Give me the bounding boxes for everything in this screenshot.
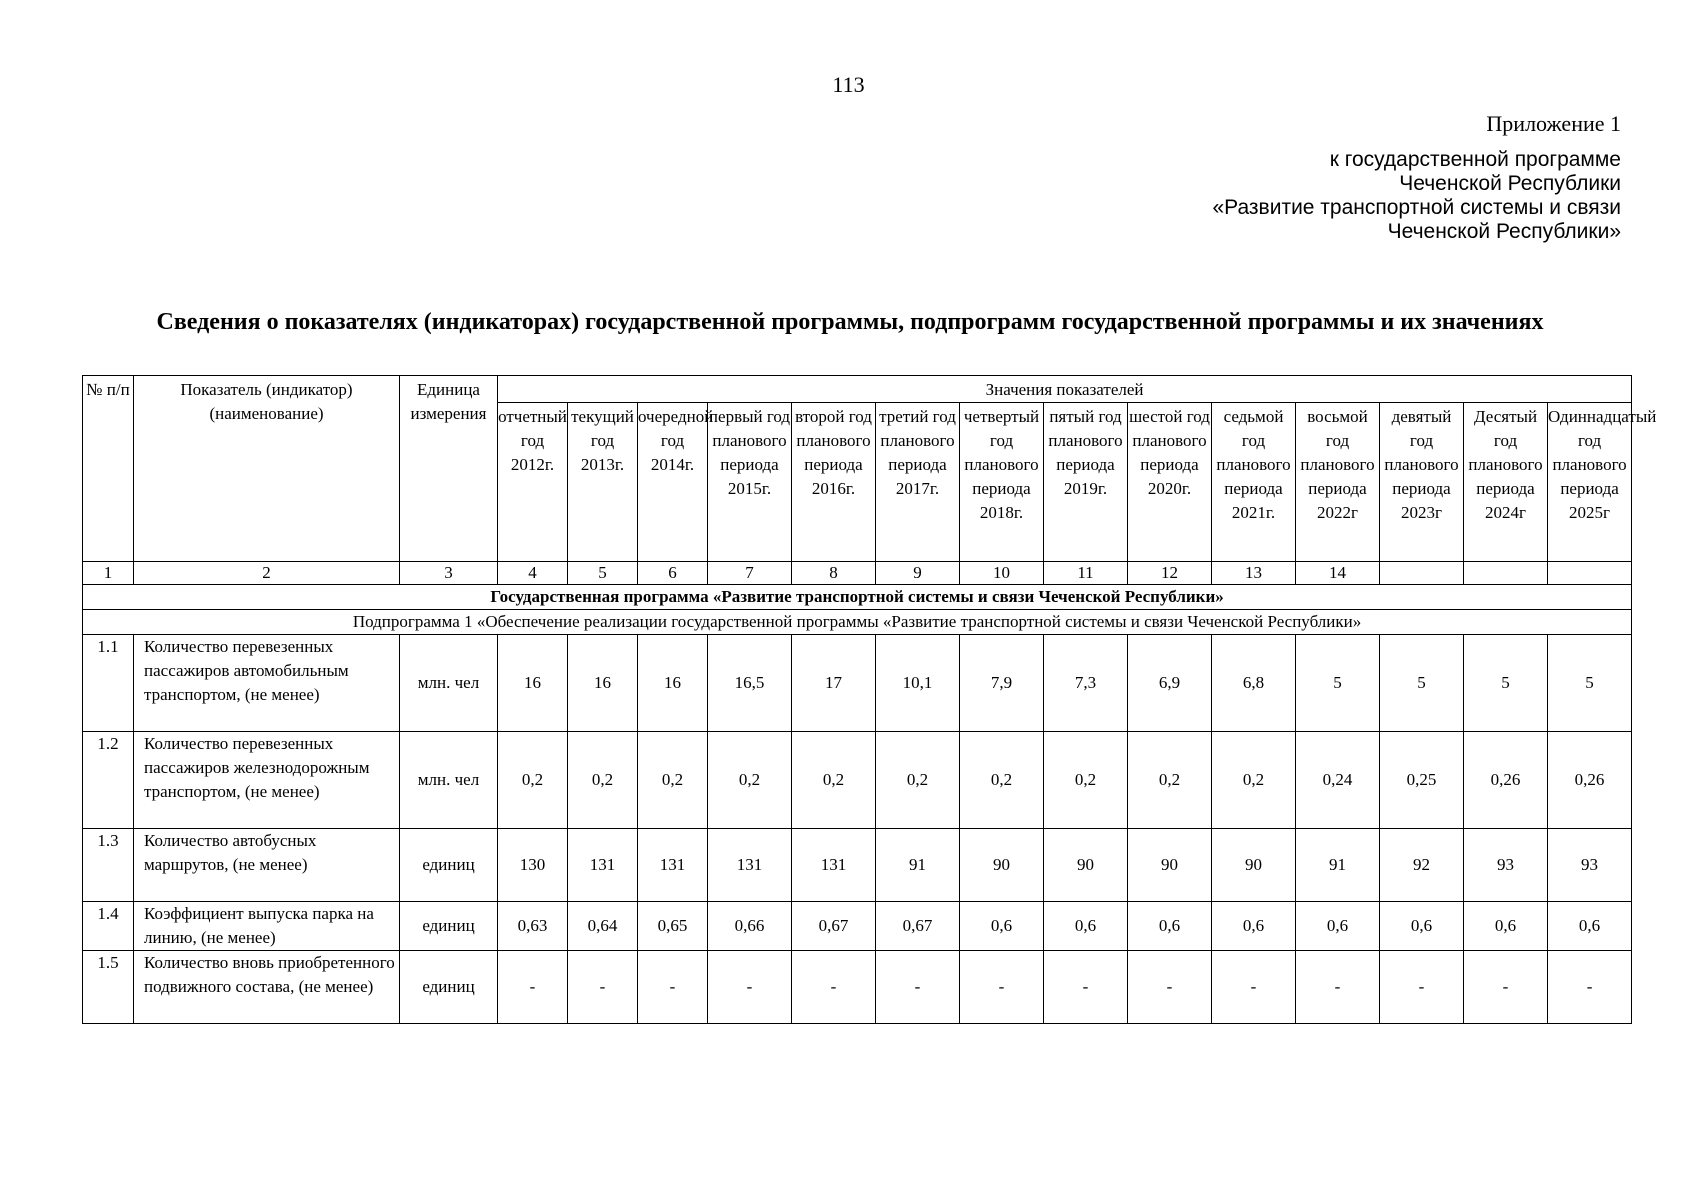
header-num: № п/п — [83, 376, 134, 562]
header-indicator: Показатель (индикатор) (наименование) — [134, 376, 400, 562]
table-row — [83, 732, 1632, 829]
row-value: - — [1464, 951, 1548, 1024]
row-value: 0,6 — [1464, 902, 1548, 951]
header-period: пятый год планового периода 2019г. — [1044, 403, 1128, 562]
row-value: - — [1380, 951, 1464, 1024]
row-indicator-name: Количество автобусных маршрутов, (не менее) — [134, 829, 400, 902]
row-value: 0,2 — [638, 732, 708, 829]
row-value: - — [1044, 951, 1128, 1024]
program-title: Государственная программа «Развитие транспортной системы и связи Чеченской Республики» — [83, 585, 1632, 610]
column-number: 1 — [83, 562, 134, 585]
row-value: - — [638, 951, 708, 1024]
row-value: - — [568, 951, 638, 1024]
row-value: - — [1296, 951, 1380, 1024]
row-value: 0,26 — [1548, 732, 1632, 829]
row-number: 1.2 — [83, 732, 134, 829]
column-numbers-row — [83, 562, 1632, 585]
row-value: 91 — [876, 829, 960, 902]
row-value: 93 — [1548, 829, 1632, 902]
row-value: 90 — [1128, 829, 1212, 902]
row-indicator-name: Количество перевезенных пассажиров железнодорожным транспортом, (не менее) — [134, 732, 400, 829]
page-number: 113 — [832, 72, 865, 97]
column-number: 5 — [568, 562, 638, 585]
row-unit: единиц — [400, 829, 498, 902]
header-period: отчетный год 2012г. — [498, 403, 568, 562]
row-value: 0,25 — [1380, 732, 1464, 829]
row-value: 0,63 — [498, 902, 568, 951]
row-unit: млн. чел — [400, 635, 498, 732]
header-values-group: Значения показателей — [498, 376, 1632, 403]
row-value: 10,1 — [876, 635, 960, 732]
row-value: 0,2 — [792, 732, 876, 829]
column-number — [1380, 562, 1464, 585]
row-value: 0,6 — [1548, 902, 1632, 951]
table-row — [83, 902, 1632, 951]
header-period: второй год планового периода 2016г. — [792, 403, 876, 562]
row-value: 0,2 — [1212, 732, 1296, 829]
header-period: девятый год планового периода 2023г — [1380, 403, 1464, 562]
column-number: 14 — [1296, 562, 1380, 585]
row-value: 0,2 — [708, 732, 792, 829]
header-period: четвертый год планового периода 2018г. — [960, 403, 1044, 562]
row-value: 0,2 — [498, 732, 568, 829]
row-value: 7,3 — [1044, 635, 1128, 732]
row-value: - — [498, 951, 568, 1024]
row-value: 0,6 — [1212, 902, 1296, 951]
row-value: 0,6 — [960, 902, 1044, 951]
row-value: 90 — [1212, 829, 1296, 902]
row-value: - — [792, 951, 876, 1024]
row-indicator-name: Количество вновь приобретенного подвижного состава, (не менее) — [134, 951, 400, 1024]
appendix-title: Приложение 1 — [1486, 111, 1621, 136]
row-number: 1.3 — [83, 829, 134, 902]
header-period: третий год планового периода 2017г. — [876, 403, 960, 562]
document-title: Сведения о показателях (индикаторах) государственной программы, подпрограмм государственной программы и их значениях — [156, 309, 1544, 335]
row-value: - — [960, 951, 1044, 1024]
row-value: 0,2 — [1128, 732, 1212, 829]
row-value: - — [1212, 951, 1296, 1024]
header-period: первый год планового периода 2015г. — [708, 403, 792, 562]
row-value: 0,2 — [876, 732, 960, 829]
row-unit: единиц — [400, 951, 498, 1024]
column-number — [1464, 562, 1548, 585]
row-value: 6,8 — [1212, 635, 1296, 732]
row-value: 0,65 — [638, 902, 708, 951]
row-value: 5 — [1464, 635, 1548, 732]
row-value: 17 — [792, 635, 876, 732]
header-unit: Единица измерения — [400, 376, 498, 562]
row-value: 0,6 — [1296, 902, 1380, 951]
row-indicator-name: Количество перевезенных пассажиров автомобильным транспортом, (не менее) — [134, 635, 400, 732]
row-value: 130 — [498, 829, 568, 902]
table-row — [83, 635, 1632, 732]
row-value: 16 — [568, 635, 638, 732]
row-value: 0,6 — [1380, 902, 1464, 951]
appendix-line: «Развитие транспортной системы и связи — [1212, 196, 1621, 219]
header-period: седьмой год планового периода 2021г. — [1212, 403, 1296, 562]
header-period: Десятый год планового периода 2024г — [1464, 403, 1548, 562]
column-number: 11 — [1044, 562, 1128, 585]
column-number — [1548, 562, 1632, 585]
row-value: 7,9 — [960, 635, 1044, 732]
row-value: 0,24 — [1296, 732, 1380, 829]
row-number: 1.1 — [83, 635, 134, 732]
indicators-table — [82, 375, 1657, 1024]
row-value: 0,2 — [960, 732, 1044, 829]
column-number: 12 — [1128, 562, 1212, 585]
row-value: - — [1548, 951, 1632, 1024]
appendix-subtitle — [1213, 148, 1622, 244]
row-value: 90 — [1044, 829, 1128, 902]
column-number: 4 — [498, 562, 568, 585]
row-value: 90 — [960, 829, 1044, 902]
row-value: 131 — [708, 829, 792, 902]
program-row — [83, 585, 1632, 610]
header-row — [83, 376, 1632, 403]
appendix-block — [1213, 112, 1622, 244]
row-value: 0,6 — [1044, 902, 1128, 951]
table-row — [83, 951, 1632, 1024]
appendix-line: Чеченской Республики» — [1387, 220, 1621, 243]
row-value: 131 — [792, 829, 876, 902]
header-period: шестой год планового периода 2020г. — [1128, 403, 1212, 562]
row-value: 0,6 — [1128, 902, 1212, 951]
header-period: Одиннадцатый год планового периода 2025г — [1548, 403, 1632, 562]
row-value: 0,2 — [568, 732, 638, 829]
row-number: 1.5 — [83, 951, 134, 1024]
row-value: - — [1128, 951, 1212, 1024]
header-period: очередной год 2014г. — [638, 403, 708, 562]
row-value: 0,67 — [876, 902, 960, 951]
row-value: 16 — [498, 635, 568, 732]
row-value: - — [876, 951, 960, 1024]
row-value: 91 — [1296, 829, 1380, 902]
table-row — [83, 829, 1632, 902]
row-unit: млн. чел — [400, 732, 498, 829]
row-unit: единиц — [400, 902, 498, 951]
row-value: 92 — [1380, 829, 1464, 902]
header-period: восьмой год планового периода 2022г — [1296, 403, 1380, 562]
row-value: 0,26 — [1464, 732, 1548, 829]
row-value: 16 — [638, 635, 708, 732]
row-value: 0,66 — [708, 902, 792, 951]
row-value: - — [708, 951, 792, 1024]
row-value: 131 — [638, 829, 708, 902]
column-number: 10 — [960, 562, 1044, 585]
row-value: 0,64 — [568, 902, 638, 951]
column-number: 13 — [1212, 562, 1296, 585]
row-value: 5 — [1296, 635, 1380, 732]
row-value: 0,2 — [1044, 732, 1128, 829]
header-period: текущий год 2013г. — [568, 403, 638, 562]
row-value: 0,67 — [792, 902, 876, 951]
row-value: 131 — [568, 829, 638, 902]
subprogram-title: Подпрограмма 1 «Обеспечение реализации государственной программы «Развитие транспортной системы и связи Чеченской Республики» — [83, 610, 1632, 635]
row-value: 6,9 — [1128, 635, 1212, 732]
column-number: 3 — [400, 562, 498, 585]
row-value: 93 — [1464, 829, 1548, 902]
row-value: 16,5 — [708, 635, 792, 732]
column-number: 7 — [708, 562, 792, 585]
column-number: 8 — [792, 562, 876, 585]
row-indicator-name: Коэффициент выпуска парка на линию, (не менее) — [134, 902, 400, 951]
column-number: 9 — [876, 562, 960, 585]
column-number: 2 — [134, 562, 400, 585]
appendix-line: к государственной программе — [1329, 148, 1621, 171]
appendix-line: Чеченской Республики — [1399, 172, 1621, 195]
row-value: 5 — [1548, 635, 1632, 732]
column-number: 6 — [638, 562, 708, 585]
subprogram-row — [83, 610, 1632, 635]
row-number: 1.4 — [83, 902, 134, 951]
row-value: 5 — [1380, 635, 1464, 732]
